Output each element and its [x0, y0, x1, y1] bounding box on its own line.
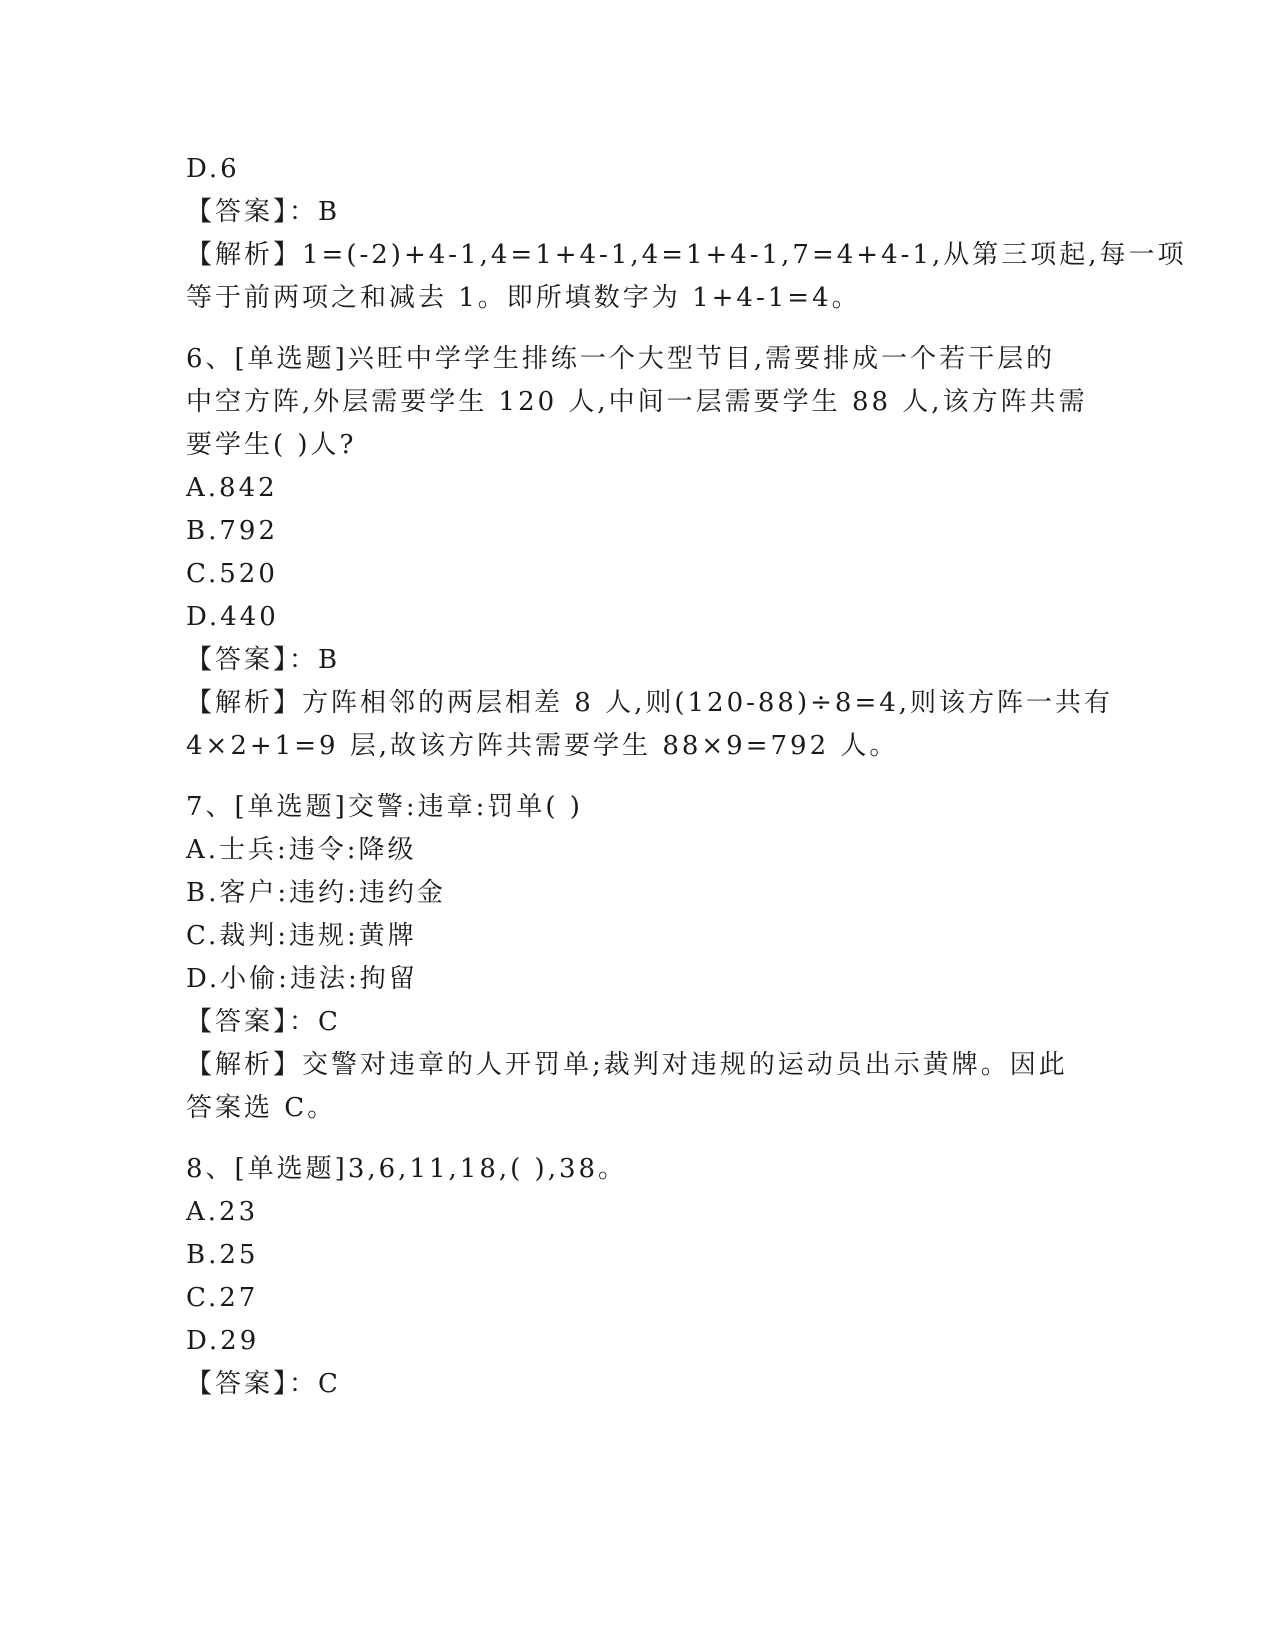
option-d: D.6	[186, 154, 240, 184]
block-q6	[186, 338, 1114, 768]
explanation-line: 答案选 C。	[186, 1093, 337, 1123]
explanation-line: 【解析】1=(-2)+4-1,4=1+4-1,4=1+4-1,7=4+4-1,从第三项起,每一项	[186, 240, 1187, 270]
answer-line: 【答案】：C	[186, 1369, 341, 1399]
spacer	[186, 320, 1086, 338]
explanation-line: 【解析】交警对违章的人开罚单;裁判对违规的运动员出示黄牌。因此	[186, 1050, 1068, 1080]
option-a: A.23	[186, 1197, 259, 1227]
document-page	[186, 148, 1187, 1406]
question-text: 要学生( )人?	[186, 430, 357, 460]
block-q8	[186, 1148, 1086, 1406]
explanation-line: 4×2+1=9 层,故该方阵共需要学生 88×9=792 人。	[186, 731, 899, 761]
option-c: C.27	[186, 1283, 259, 1313]
spacer	[186, 1130, 1086, 1148]
question-text: 7、[单选题]交警:违章:罚单( )	[186, 792, 583, 822]
explanation-line: 等于前两项之和减去 1。即所填数字为 1+4-1=4。	[186, 283, 861, 313]
answer-line: 【答案】：C	[186, 1007, 341, 1037]
option-c: C.520	[186, 559, 278, 589]
option-a: A.842	[186, 473, 278, 503]
option-b: B.792	[186, 516, 278, 546]
option-d: D.29	[186, 1326, 260, 1356]
option-c: C.裁判:违规:黄牌	[186, 921, 417, 951]
answer-line: 【答案】：B	[186, 645, 341, 675]
option-d: D.440	[186, 602, 279, 632]
option-a: A.士兵:违令:降级	[186, 835, 417, 865]
question-text: 6、[单选题]兴旺中学学生排练一个大型节目,需要排成一个若干层的	[186, 344, 1056, 374]
option-d: D.小偷:违法:拘留	[186, 964, 418, 994]
spacer	[186, 768, 1086, 786]
question-text: 中空方阵,外层需要学生 120 人,中间一层需要学生 88 人,该方阵共需	[186, 387, 1088, 417]
answer-line: 【答案】：B	[186, 197, 341, 227]
option-b: B.25	[186, 1240, 259, 1270]
block-q7	[186, 786, 1086, 1130]
option-b: B.客户:违约:违约金	[186, 878, 446, 908]
block-q5-tail	[186, 148, 1187, 320]
question-text: 8、[单选题]3,6,11,18,( ),38。	[186, 1154, 628, 1184]
explanation-line: 【解析】方阵相邻的两层相差 8 人,则(120-88)÷8=4,则该方阵一共有	[186, 688, 1114, 718]
